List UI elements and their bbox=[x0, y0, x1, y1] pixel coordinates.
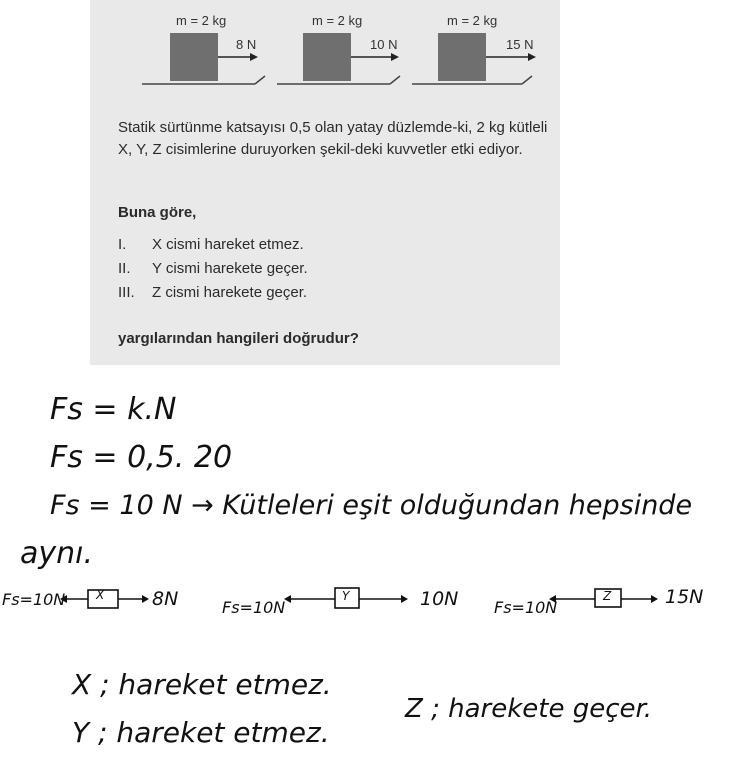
force-label-z: 15 N bbox=[506, 37, 534, 52]
problem-panel bbox=[90, 0, 560, 365]
force-arrow-z bbox=[486, 53, 536, 61]
conclusion-z: Z ; harekete geçer. bbox=[405, 694, 653, 724]
block-figure bbox=[90, 0, 560, 105]
fbd-y-friction: Fs=10N bbox=[222, 598, 286, 617]
solution-line-3: Fs = 10 N → Kütleleri eşit olduğundan hepsinde bbox=[50, 490, 693, 521]
question-closing: yargılarından hangileri doğrudur? bbox=[118, 330, 359, 347]
fbd-x-box-label: X bbox=[96, 588, 105, 602]
solution-line-1: Fs = k.N bbox=[50, 392, 177, 427]
mass-label-z: m = 2 kg bbox=[447, 13, 498, 28]
force-arrow-x bbox=[218, 53, 258, 61]
free-body-diagrams bbox=[0, 575, 733, 635]
fbd-z-box-label: Z bbox=[603, 589, 612, 603]
solution-line-2: Fs = 0,5. 20 bbox=[50, 440, 233, 475]
statement-number: II. bbox=[118, 260, 131, 277]
statement-3 bbox=[118, 284, 307, 301]
statement-text: Y cismi harekete geçer. bbox=[152, 260, 308, 277]
fbd-z-friction: Fs=10N bbox=[494, 598, 558, 617]
statement-number: III. bbox=[118, 284, 135, 301]
fbd-y-force: 10N bbox=[420, 588, 459, 610]
fbd-y-box-label: Y bbox=[342, 589, 350, 603]
statement-text: Z cismi harekete geçer. bbox=[152, 284, 308, 301]
statement-1 bbox=[118, 236, 304, 253]
question-prompt: Buna göre, bbox=[118, 204, 197, 221]
fbd-x-force: 8N bbox=[152, 588, 179, 610]
fbd-z-force: 15N bbox=[665, 586, 704, 608]
force-label-x: 8 N bbox=[236, 37, 257, 52]
question-text: Statik sürtünme katsayısı 0,5 olan yatay düzlemde-ki, 2 kg kütleli X, Y, Z cisimlerine duruyorken şekil-deki kuvvetler etki ediyor. bbox=[118, 119, 548, 158]
block-z bbox=[438, 33, 486, 81]
force-label-y: 10 N bbox=[370, 37, 398, 52]
solution-line-4: aynı. bbox=[20, 536, 94, 571]
mass-label-x: m = 2 kg bbox=[176, 13, 227, 28]
fbd-x bbox=[60, 590, 149, 608]
mass-label-y: m = 2 kg bbox=[312, 13, 363, 28]
statement-2 bbox=[118, 260, 308, 277]
fbd-x-friction: Fs=10N bbox=[2, 590, 66, 609]
statement-text: X cismi hareket etmez. bbox=[152, 236, 304, 253]
block-y bbox=[303, 33, 351, 81]
conclusion-y: Y ; hareket etmez. bbox=[72, 716, 330, 749]
force-arrow-y bbox=[351, 53, 399, 61]
block-x bbox=[170, 33, 218, 81]
statement-number: I. bbox=[118, 236, 127, 253]
conclusion-x: X ; hareket etmez. bbox=[72, 668, 332, 701]
